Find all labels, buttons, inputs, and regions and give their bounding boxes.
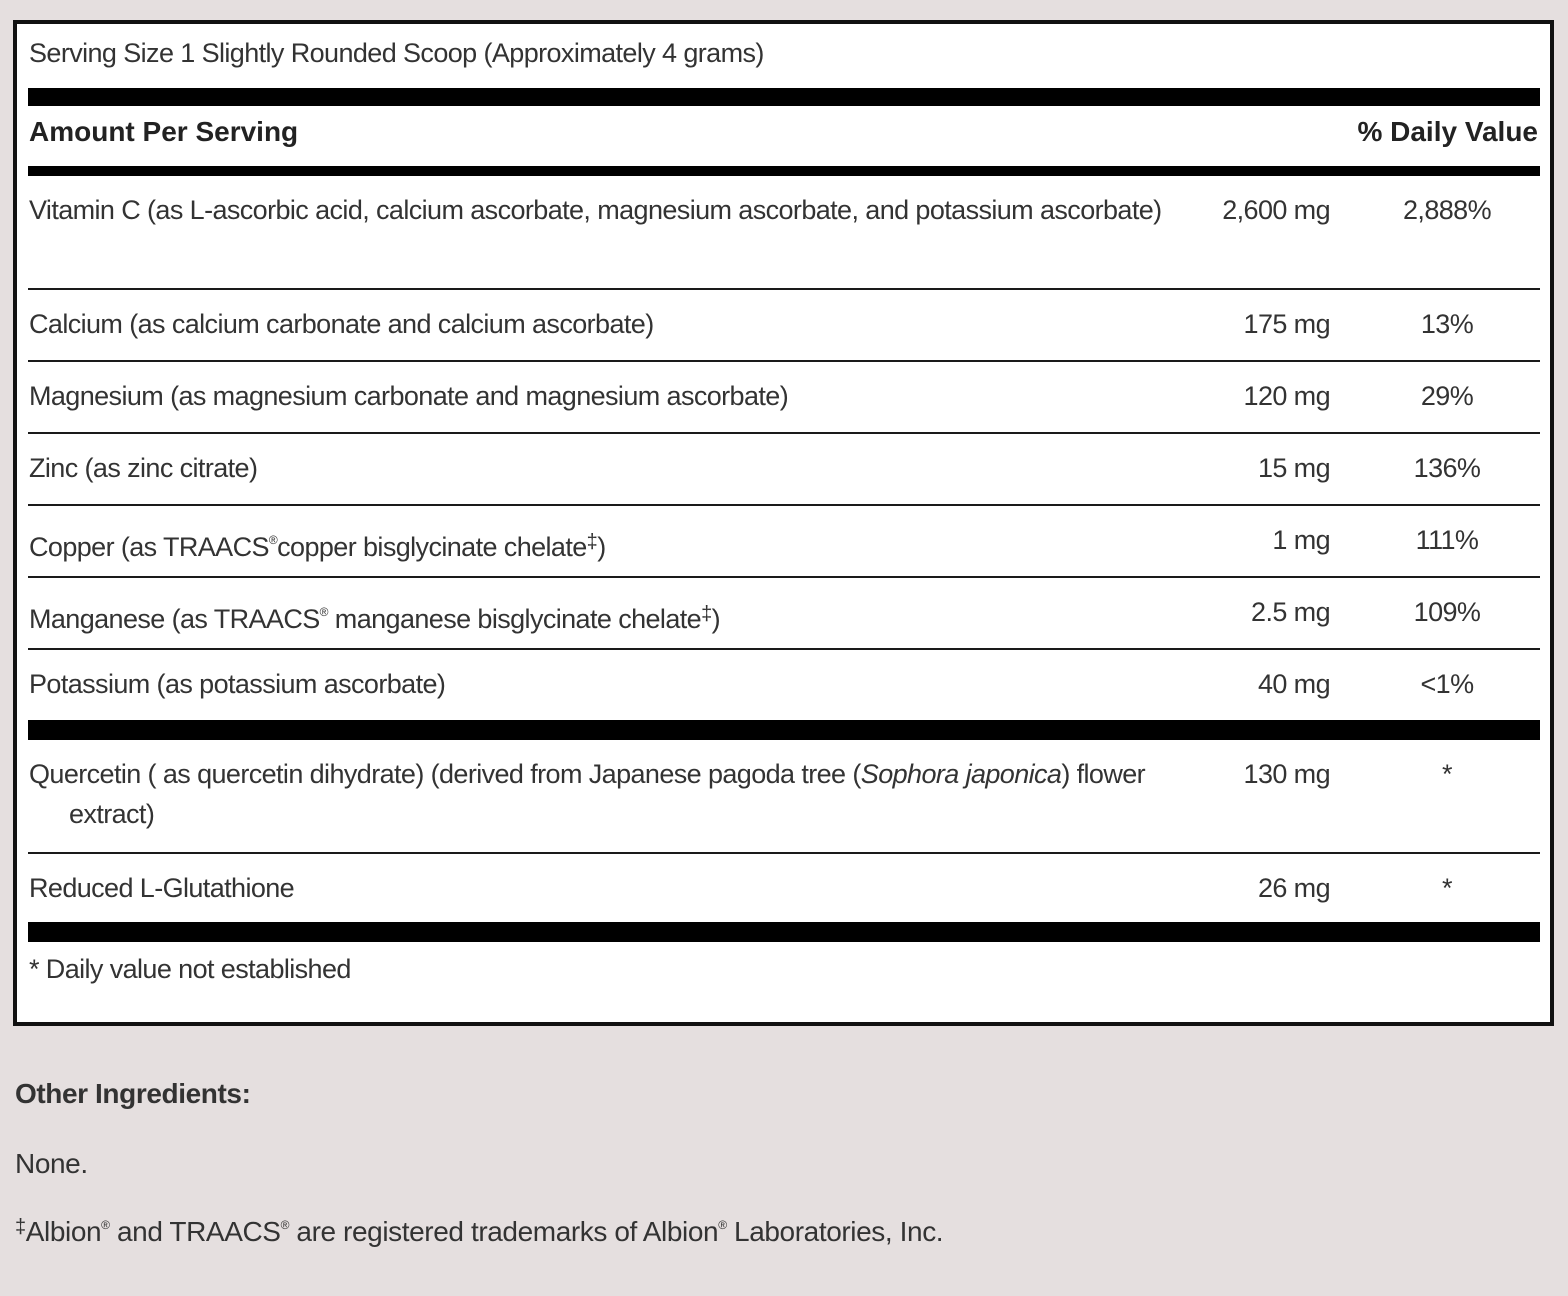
nutrient-daily-value: 29% [1420, 381, 1474, 411]
nutrient-amount: 2,600 mg [1222, 195, 1330, 225]
nutrient-name: Vitamin C (as L-ascorbic acid, calcium ascorbate, magnesium ascorbate, and potassium ascorbate) [29, 195, 1162, 225]
name-italic: Sophora japonica [860, 759, 1062, 789]
trademark-text: are registered trademarks of Albion [289, 1216, 719, 1247]
daily-value-header: % Daily Value [1357, 116, 1538, 147]
nutrient-amount: 120 mg [1243, 381, 1330, 411]
trademark-text: and TRAACS [109, 1216, 281, 1247]
nutrient-name: Calcium (as calcium carbonate and calcium ascorbate) [29, 309, 654, 339]
nutrient-name [29, 520, 1179, 567]
registered-mark: ® [101, 1218, 110, 1232]
daily-value-footnote: * Daily value not established [29, 954, 351, 984]
thick-rule-middle [28, 720, 1540, 740]
table-row-glutathione [28, 854, 1540, 922]
nutrient-amount: 2.5 mg [1251, 597, 1330, 627]
nutrient-daily-value: 109% [1413, 597, 1481, 627]
nutrient-amount: 175 mg [1243, 309, 1330, 339]
registered-mark: ® [268, 533, 278, 547]
other-ingredients-heading: Other Ingredients: [15, 1078, 251, 1109]
dagger-mark: ‡ [15, 1216, 26, 1238]
name-text: ) flower extract) [69, 759, 1146, 829]
name-text: ) [711, 604, 720, 634]
name-text: Quercetin ( as quercetin dihydrate) (derived from Japanese pagoda tree ( [29, 759, 861, 789]
nutrient-daily-value: 13% [1420, 309, 1474, 339]
nutrient-name: Zinc (as zinc citrate) [29, 453, 258, 483]
nutrient-daily-value: 136% [1413, 453, 1481, 483]
dagger-mark: ‡ [701, 603, 712, 625]
nutrient-name: Reduced L-Glutathione [29, 873, 295, 903]
trademark-text: Laboratories, Inc. [726, 1216, 944, 1247]
dagger-mark: ‡ [586, 531, 598, 553]
trademark-text: Albion [25, 1216, 102, 1247]
serving-size: Serving Size 1 Slightly Rounded Scoop (Approximately 4 grams) [29, 38, 764, 68]
table-row-quercetin [28, 740, 1540, 854]
registered-mark: ® [718, 1218, 727, 1232]
table-row-zinc [28, 434, 1540, 506]
nutrient-daily-value: 2,888% [1403, 195, 1491, 225]
nutrient-daily-value: * [1442, 873, 1452, 903]
nutrient-name: Potassium (as potassium ascorbate) [29, 669, 446, 699]
nutrient-amount: 1 mg [1272, 525, 1330, 555]
nutrient-amount: 130 mg [1243, 759, 1330, 789]
name-text: Copper (as TRAACS [29, 532, 269, 562]
name-text: copper bisglycinate chelate [277, 532, 587, 562]
amount-per-serving-header: Amount Per Serving [29, 116, 299, 147]
registered-mark: ® [319, 605, 328, 619]
table-row-vitamin-c [28, 176, 1540, 290]
nutrient-daily-value: 111% [1415, 525, 1479, 555]
table-row-magnesium [28, 362, 1540, 434]
table-row-manganese [28, 578, 1540, 650]
table-row-calcium [28, 290, 1540, 362]
nutrient-name [29, 592, 1179, 639]
name-text: ) [597, 532, 606, 562]
thick-rule-top [28, 88, 1540, 106]
thick-rule-header [28, 166, 1540, 176]
nutrient-amount: 40 mg [1257, 669, 1330, 699]
name-text: Manganese (as TRAACS [29, 604, 320, 634]
table-row-copper [28, 506, 1540, 578]
nutrient-name: Magnesium (as magnesium carbonate and magnesium ascorbate) [29, 381, 789, 411]
nutrient-name [29, 754, 1179, 834]
thick-rule-bottom [28, 922, 1540, 942]
name-text: manganese bisglycinate chelate [327, 604, 702, 634]
trademark-notice [15, 1216, 943, 1248]
nutrient-amount: 15 mg [1257, 453, 1330, 483]
nutrient-amount: 26 mg [1257, 873, 1330, 903]
table-row-potassium [28, 650, 1540, 720]
nutrient-daily-value: * [1442, 759, 1452, 789]
supplement-facts-panel [13, 20, 1554, 1026]
nutrient-daily-value: <1% [1420, 669, 1474, 699]
registered-mark: ® [280, 1218, 290, 1232]
other-ingredients-text: None. [15, 1148, 88, 1179]
